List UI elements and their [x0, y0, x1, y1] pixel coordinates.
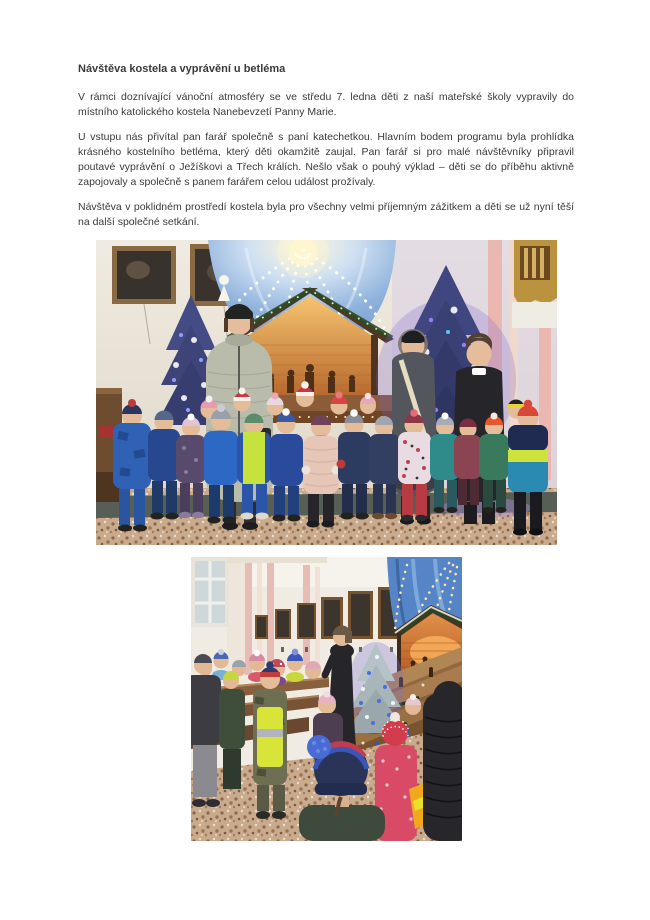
photo-church-group — [78, 240, 574, 545]
photo-church-nativity-image — [191, 557, 462, 841]
organ-loft — [512, 240, 557, 328]
person-dark-puffer — [423, 681, 462, 841]
paragraph-program: U vstupu nás přivítal pan farář společně s paní katechetkou. Hlavním bodem programu byla prohlídka krásného kostelního betléma, který děti okamžitě zaujal. Pan farář si pro malé návštěvníky připravil poutavé vyprávění o Ježíškovi a Třech králích. Nešlo však o pouhý výklad – děti se do příběhu aktivně zapojovaly a společně s panem farářem celou událost prožívaly. — [78, 131, 574, 188]
paragraph-closing: Návštěva v poklidném prostředí kostela byla pro všechny velmi příjemným zážitkem a děti se už nyní těší na další společné setkání. — [78, 201, 574, 228]
document-title: Návštěva kostela a vyprávění u betléma — [78, 63, 286, 75]
photo-church-nativity-viewing — [78, 557, 574, 841]
photo-church-group-image — [96, 240, 557, 545]
paragraph-intro: V rámci doznívající vánoční atmosféry se ve středu 7. ledna děti z naší mateřské školy vypravily do místního katolického kostela Nanebevzetí Panny Marie. — [78, 91, 574, 118]
church-window — [193, 559, 227, 625]
child-left-edge — [191, 654, 221, 807]
